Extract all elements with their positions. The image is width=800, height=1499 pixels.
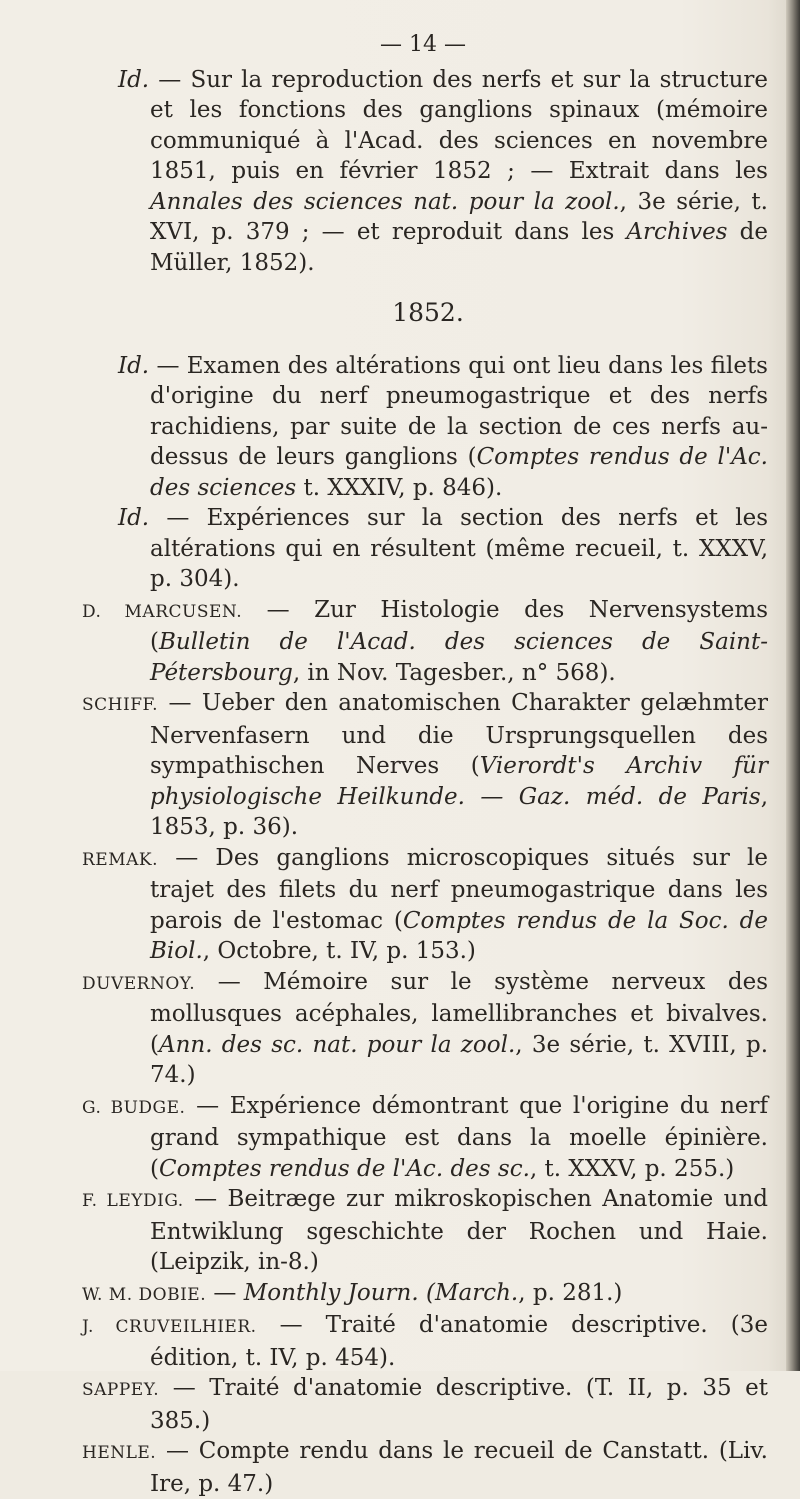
- entry-title: Comptes rendus de l'Ac. des sc.: [159, 1156, 530, 1182]
- entry-text: — Ueber den anatomischen Charakter gelæhmter Nervenfasern und die Ursprungsquellen des sympathischen Nerves (: [150, 690, 768, 779]
- entry-title: Vierordt's Archiv für physiologische Heilkunde. — Gaz. méd. de Paris: [150, 753, 768, 810]
- entry-author: Id.: [118, 505, 149, 531]
- year-heading: 1852.: [88, 298, 768, 329]
- entry-author: HENLE.: [82, 1443, 156, 1463]
- entry-text: — Expériences sur la section des nerfs et les altérations qui en résultent (même recueil, t. XXXV, p. 304).: [149, 505, 768, 592]
- entry-title: Annales des sciences nat. pour la zool.: [150, 189, 620, 215]
- page-content: [118, 30, 768, 1499]
- page-number: — 14 —: [78, 30, 768, 61]
- entry-text: , p. 281.): [518, 1280, 622, 1306]
- entry-title: Comptes rendus de l'Ac. des sciences: [150, 444, 768, 501]
- entry-text: t. XXXIV, p. 846).: [296, 475, 502, 501]
- entry-title: Ann. des sc. nat. pour la zool.: [159, 1032, 515, 1058]
- bibliography-entry: [118, 1436, 768, 1499]
- entry-author: J. CRUVEILHIER.: [82, 1317, 257, 1337]
- entry-text: , 3e série, t. XVI, p. 379 ; — et reproduit dans les: [150, 189, 768, 246]
- entry-author: F. LEYDIG.: [82, 1191, 184, 1211]
- page-binding-edge: [786, 0, 800, 1371]
- entry-text: — Zur Histologie des Nervensystems (: [150, 597, 768, 656]
- bibliography-entry: [118, 1310, 768, 1373]
- entry-author: DUVERNOY.: [82, 974, 195, 994]
- bibliography-entry: [118, 1278, 768, 1311]
- entry-author: Id.: [118, 353, 149, 379]
- entry-author: D. MARCUSEN.: [82, 602, 242, 622]
- entry-author: W. M. DOBIE.: [82, 1285, 206, 1305]
- bibliography-entry: [118, 1373, 768, 1436]
- entry-text: — Compte rendu dans le recueil de Canstatt. (Liv. Ire, p. 47.): [150, 1438, 768, 1497]
- bibliography-entry: [118, 595, 768, 689]
- entry-author: SAPPEY.: [82, 1380, 159, 1400]
- entry-title: Comptes rendus de la Soc. de Biol.: [150, 908, 768, 965]
- bibliography-list: [118, 351, 768, 1499]
- entry-text: — Des ganglions microscopiques situés sur le trajet des filets du nerf pneumogastrique dans les parois de l'estomac (: [150, 845, 768, 934]
- entry-text: — Examen des altérations qui ont lieu dans les filets d'origine du nerf pneumogastrique et des nerfs rachidiens, par suite de la section de ces nerfs au-dessus de leurs ganglions (: [149, 353, 768, 471]
- entry-author: REMAK.: [82, 850, 158, 870]
- entry-text: — Traité d'anatomie descriptive. (3e édition, t. IV, p. 454).: [150, 1312, 768, 1371]
- entry-author: SCHIFF.: [82, 695, 158, 715]
- entry-title: Bulletin de l'Acad. des sciences de Saint-Pétersbourg: [150, 629, 768, 686]
- bibliography-entry: [118, 65, 768, 279]
- bibliography-entry: [118, 351, 768, 504]
- entry-text: — Beitræge zur mikroskopischen Anatomie und Entwiklung sgeschichte der Rochen und Haie. (Leipzik, in-8.): [150, 1186, 768, 1275]
- bibliography-entry: [118, 843, 768, 967]
- bibliography-entry: [118, 967, 768, 1091]
- entry-text: , 3e série, t. XVIII, p. 74.): [150, 1032, 768, 1089]
- entry-text: — Traité d'anatomie descriptive. (T. II, p. 35 et 385.): [150, 1375, 768, 1434]
- entry-text: de Müller, 1852).: [150, 219, 768, 276]
- bibliography-entry: [118, 503, 768, 595]
- entry-text: , in Nov. Tagesber., n° 568).: [293, 660, 616, 686]
- entry-text: —: [206, 1280, 244, 1306]
- entry-title: Monthly Journ. (March.: [244, 1280, 518, 1306]
- entry-text: , 1853, p. 36).: [150, 784, 768, 841]
- entry-author: G. BUDGE.: [82, 1098, 185, 1118]
- entry-text: , t. XXXV, p. 255.): [530, 1156, 734, 1182]
- entry-text: — Mémoire sur le système nerveux des mollusques acéphales, lamellibranches et bivalves. (: [150, 969, 768, 1058]
- bibliography-entry: [118, 688, 768, 843]
- bibliography-entry: [118, 1091, 768, 1185]
- entry-text: — Sur la reproduction des nerfs et sur la structure et les fonctions des ganglions spinaux (mémoire communiqué à l'Acad. des sciences en novembre 1851, puis en février 1852 ; — Extrait dans les: [149, 67, 768, 185]
- entry-text: — Expérience démontrant que l'origine du nerf grand sympathique est dans la moelle épinière. (: [150, 1093, 768, 1182]
- entry-title: Archives: [626, 219, 727, 245]
- entry-text: , Octobre, t. IV, p. 153.): [203, 938, 476, 964]
- entry-author: Id.: [118, 67, 149, 93]
- bibliography-entry: [118, 1184, 768, 1278]
